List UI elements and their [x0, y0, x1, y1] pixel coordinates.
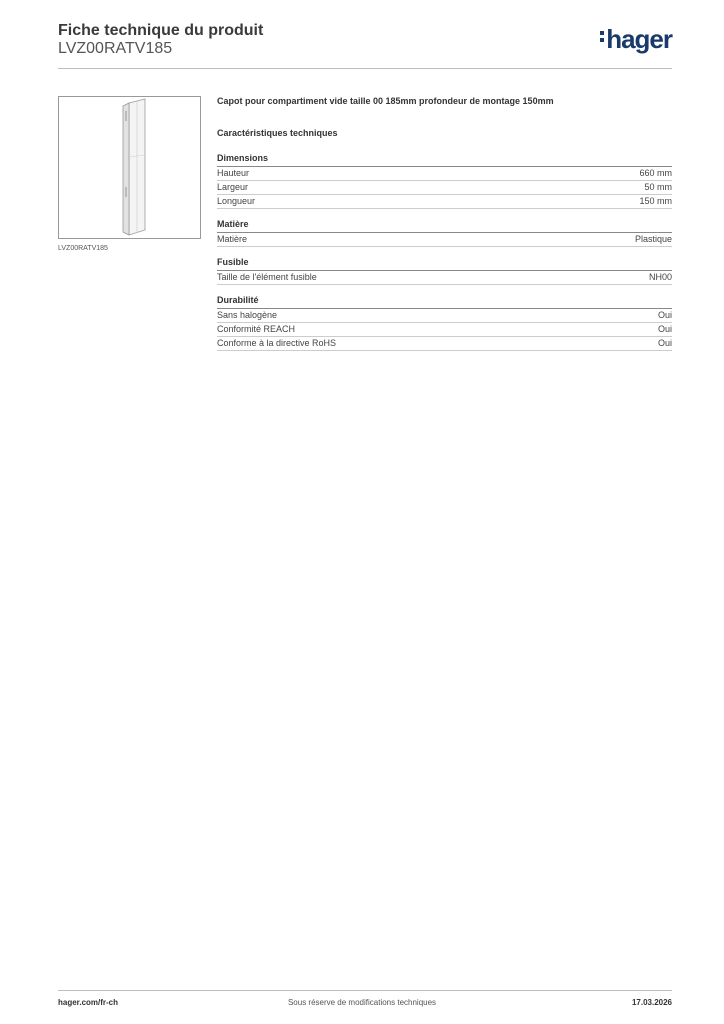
spec-value: 660 mm: [639, 168, 672, 178]
spec-value: 50 mm: [644, 182, 672, 192]
footer-website-link[interactable]: hager.com/fr-ch: [58, 998, 119, 1007]
spec-row: [217, 337, 672, 351]
spec-value: 150 mm: [639, 196, 672, 206]
group-sustainability: [217, 295, 672, 351]
spec-row: [217, 167, 672, 181]
spec-value: NH00: [648, 272, 672, 282]
group-dimensions: [217, 153, 672, 209]
section-heading: Caractéristiques techniques: [217, 128, 338, 138]
spec-row: [217, 195, 672, 209]
spec-label: Matière: [217, 234, 248, 244]
product-content: [217, 96, 672, 361]
spec-value: Plastique: [634, 234, 672, 244]
spec-row: [217, 271, 672, 285]
footer-divider: [58, 990, 672, 991]
image-caption: LVZ00RATV185: [58, 245, 108, 252]
spec-label: Taille de l'élément fusible: [217, 272, 317, 282]
spec-label: Conforme à la directive RoHS: [217, 338, 337, 348]
spec-value: Oui: [657, 338, 672, 348]
spec-label: Longueur: [217, 196, 256, 206]
group-title: Matière: [217, 219, 672, 233]
spec-row: [217, 181, 672, 195]
logo-dots-icon: [600, 31, 604, 45]
page-title: Fiche technique du produit: [58, 22, 264, 39]
footer-date: 17.03.2026: [631, 998, 672, 1007]
group-material: [217, 219, 672, 247]
spec-row: [217, 309, 672, 323]
spec-value: Oui: [657, 310, 672, 320]
spec-label: Sans halogène: [217, 310, 278, 320]
footer-notice: Sous réserve de modifications techniques: [287, 998, 437, 1007]
spec-row: [217, 323, 672, 337]
product-cover-icon: [59, 97, 200, 238]
spec-label: Conformité REACH: [217, 324, 296, 334]
spec-label: Hauteur: [217, 168, 250, 178]
group-title: Dimensions: [217, 153, 672, 167]
group-title: Fusible: [217, 257, 672, 271]
group-title: Durabilité: [217, 295, 672, 309]
page-header: [58, 20, 672, 68]
product-description: Capot pour compartiment vide taille 00 185mm profondeur de montage 150mm: [217, 96, 554, 106]
product-code: LVZ00RATV185: [58, 40, 173, 57]
spec-value: Oui: [657, 324, 672, 334]
hager-logo: [600, 26, 672, 52]
group-fuse: [217, 257, 672, 285]
spec-row: [217, 233, 672, 247]
logo-text: hager: [606, 24, 672, 54]
header-divider: [58, 68, 672, 69]
product-cover-image: [58, 96, 201, 239]
spec-label: Largeur: [217, 182, 249, 192]
